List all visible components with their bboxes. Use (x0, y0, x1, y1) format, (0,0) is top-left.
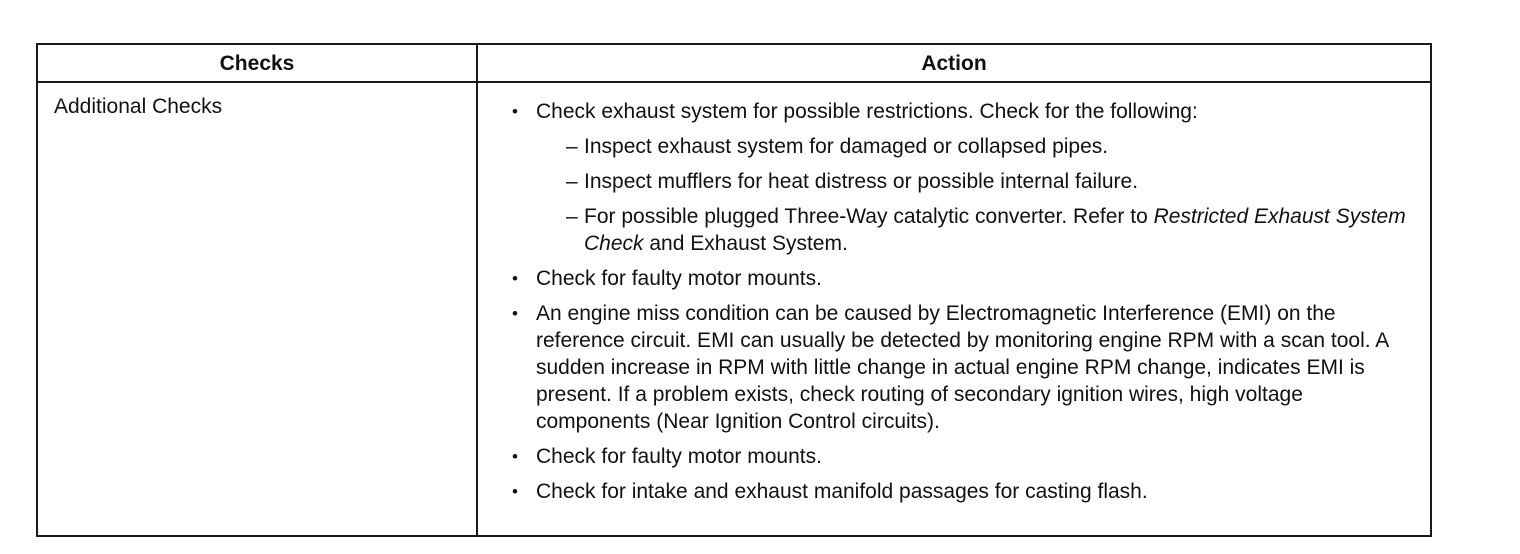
action-bullet (512, 265, 1422, 292)
bullet-text: Check for intake and exhaust manifold passages for casting flash. (536, 480, 1148, 503)
action-bullet (512, 98, 1422, 257)
bullet-text: Check for faulty motor mounts. (536, 445, 822, 468)
header-action: Action (921, 52, 987, 75)
action-bullet (512, 443, 1422, 470)
table-header-row (38, 45, 1430, 83)
action-cell (512, 98, 1422, 513)
checks-cell: Additional Checks (54, 95, 223, 118)
sub-item (552, 133, 1422, 160)
reference-link-text: Restricted Exhaust System Check (584, 205, 1406, 255)
bullet-dot: • (512, 102, 518, 121)
header-checks: Checks (219, 52, 295, 75)
action-bullet (512, 300, 1422, 435)
sub-item-text: Inspect mufflers for heat distress or possible internal failure. (584, 170, 1139, 193)
bullet-dot: • (512, 447, 518, 466)
bullet-dot: • (512, 304, 518, 323)
sub-item-text: For possible plugged Three-Way catalytic converter. Refer to (584, 205, 1154, 228)
sub-item (552, 203, 1422, 257)
dash-mark: – (566, 205, 578, 228)
sub-item-text-end: and Exhaust System. (643, 232, 848, 255)
column-divider (476, 45, 478, 535)
bullet-dot: • (512, 482, 518, 501)
diagnostic-table (36, 43, 1432, 537)
sub-item (552, 168, 1422, 195)
bullet-dot: • (512, 269, 518, 288)
bullet-text: Check for faulty motor mounts. (536, 267, 822, 290)
sub-item-text: Inspect exhaust system for damaged or collapsed pipes. (584, 135, 1109, 158)
bullet-text: Check exhaust system for possible restrictions. Check for the following: (536, 100, 1198, 123)
bullet-text: An engine miss condition can be caused by Electromagnetic Interference (EMI) on the reference circuit. EMI can usually be detected by monitoring engine RPM with a scan tool. A sudden increase in RPM with little change in actual engine RPM change, indicates EMI is present. If a problem exists, check routing of secondary ignition wires, high voltage components (Near Ignition Control circuits). (536, 302, 1389, 433)
dash-mark: – (566, 170, 578, 193)
dash-mark: – (566, 135, 578, 158)
action-bullet (512, 478, 1422, 505)
